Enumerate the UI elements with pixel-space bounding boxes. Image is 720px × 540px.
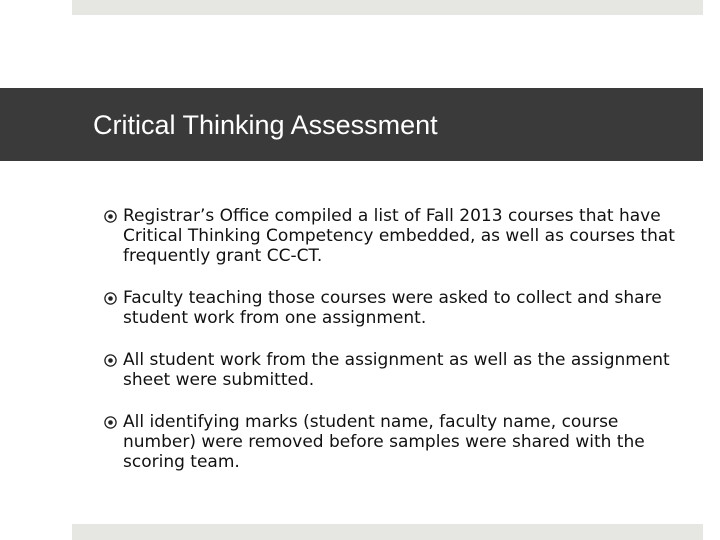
bullet-text: All student work from the assignment as well as the assignment sheet were submitted. (123, 350, 670, 390)
bullet-item (104, 288, 694, 328)
top-accent-bar (72, 0, 703, 15)
bullet-text: All identifying marks (student name, faculty name, course number) were removed before samples were shared with the scoring team. (123, 412, 645, 472)
target-bullet-icon (104, 354, 117, 367)
target-bullet-icon (104, 210, 117, 223)
bullet-text: Registrar’s Office compiled a list of Fall 2013 courses that have Critical Thinking Competency embedded, as well as courses that frequently grant CC-CT. (123, 206, 675, 266)
bullet-text: Faculty teaching those courses were asked to collect and share student work from one assignment. (123, 288, 662, 328)
bullet-item (104, 206, 694, 266)
slide-title: Critical Thinking Assessment (93, 110, 438, 140)
bullet-list (104, 206, 694, 494)
bullet-item (104, 350, 694, 390)
target-bullet-icon (104, 416, 117, 429)
bullet-item (104, 412, 694, 472)
target-bullet-icon (104, 292, 117, 305)
bottom-accent-bar (72, 524, 703, 540)
